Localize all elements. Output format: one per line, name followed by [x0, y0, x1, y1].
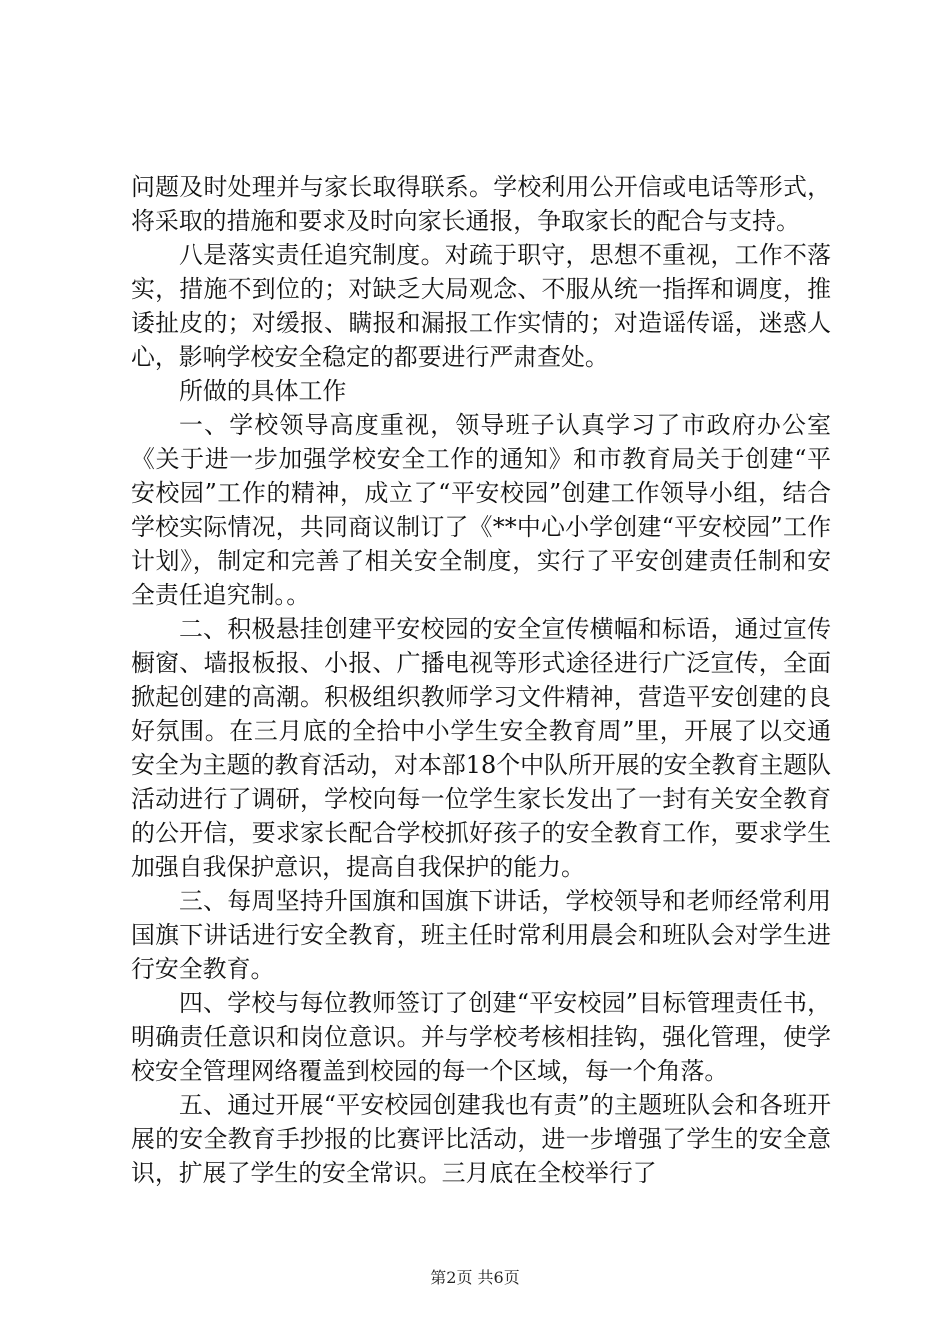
paragraph-item-5: 五、通过开展“平安校园创建我也有责”的主题班队会和各班开展的安全教育手抄报的比赛评比活动，进一步增强了学生的安全意识，扩展了学生的安全常识。三月底在全校举行了	[131, 1091, 831, 1187]
page-footer: 第2页 共6页	[430, 1268, 520, 1287]
section-heading: 所做的具体工作	[179, 377, 347, 405]
paragraph-item-4: 四、学校与每位教师签订了创建“平安校园”目标管理责任书，明确责任意识和岗位意识。并与学校考核相挂钩，强化管理，使学校安全管理网络覆盖到校园的每一个区域，每一个角落。	[131, 989, 831, 1085]
document-body	[131, 170, 831, 1190]
paragraph-item-3: 三、每周坚持升国旗和国旗下讲话，学校领导和老师经常利用国旗下讲话进行安全教育，班主任时常利用晨会和班队会对学生进行安全教育。	[131, 887, 831, 983]
paragraph-item-1: 一、学校领导高度重视，领导班子认真学习了市政府办公室《关于进一步加强学校安全工作的通知》和市教育局关于创建“平安校园”工作的精神，成立了“平安校园”创建工作领导小组，结合学校实际情况，共同商议制订了《**中心小学创建“平安校园”工作计划》，制定和完善了相关安全制度，实行了平安创建责任制和安全责任追究制。。	[131, 411, 831, 609]
paragraph-item-2: 二、积极悬挂创建平安校园的安全宣传横幅和标语，通过宣传橱窗、墙报板报、小报、广播电视等形式途径进行广泛宣传，全面掀起创建的高潮。积极组织教师学习文件精神，营造平安创建的良好氛围。在三月底的全拾中小学生安全教育周”里，开展了以交通安全为主题的教育活动，对本部18个中队所开展的安全教育主题队活动进行了调研，学校向每一位学生家长发出了一封有关安全教育的公开信，要求家长配合学校抓好孩子的安全教育工作，要求学生加强自我保护意识，提高自我保护的能力。	[131, 615, 831, 881]
paragraph-accountability: 八是落实责任追究制度。对疏于职守，思想不重视，工作不落实，措施不到位的；对缺乏大局观念、不服从统一指挥和调度，推诿扯皮的；对缓报、瞒报和漏报工作实情的；对造谣传谣，迷惑人心，影响学校安全稳定的都要进行严肃查处。	[131, 241, 831, 371]
paragraph-continuation: 问题及时处理并与家长取得联系。学校利用公开信或电话等形式，将采取的措施和要求及时向家长通报，争取家长的配合与支持。	[131, 173, 831, 235]
